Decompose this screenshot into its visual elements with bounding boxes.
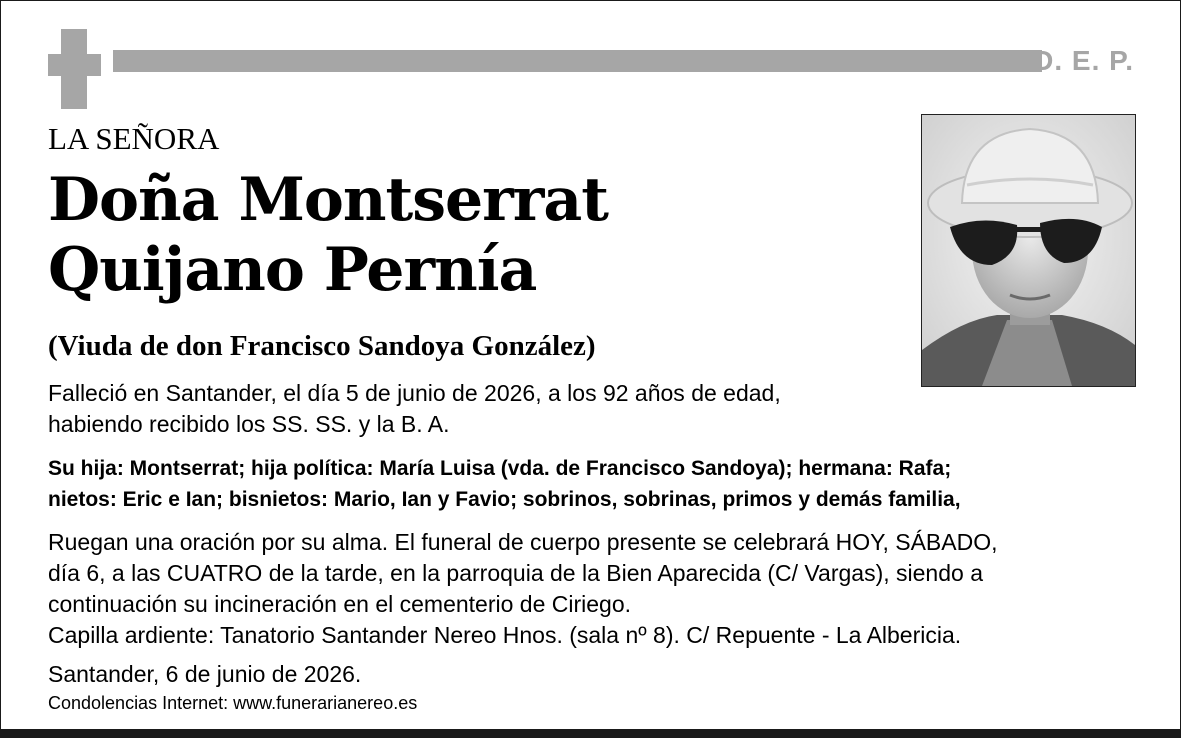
family-line-2: nietos: Eric e Ian; bisnietos: Mario, Ian y Favio; sobrinos, sobrinas, primos y demás familia,: [48, 488, 961, 511]
name-line-2: Quijano Pernía: [48, 235, 537, 305]
family-line-1: Su hija: Montserrat; hija política: María Luisa (vda. de Francisco Sandoya); hermana: Rafa;: [48, 457, 952, 480]
intro-title: LA SEÑORA: [48, 121, 220, 156]
service-line-2: día 6, a las CUATRO de la tarde, en la parroquia de la Bien Aparecida (C/ Vargas), siendo a: [48, 560, 983, 586]
service-paragraph: [48, 527, 1158, 651]
death-paragraph: [48, 378, 908, 440]
service-line-3: continuación su incineración en el cementerio de Ciriego.: [48, 591, 632, 617]
condolences-line: Condolencias Internet: www.funerarianereo.es: [48, 693, 418, 713]
cross-icon-bar: [48, 54, 101, 76]
portrait-image: [922, 115, 1135, 386]
widow-of: (Viuda de don Francisco Sandoya González): [48, 330, 596, 362]
header-rule: [113, 50, 1042, 72]
place-date: Santander, 6 de junio de 2026.: [48, 661, 362, 687]
death-line-1: Falleció en Santander, el día 5 de junio de 2026, a los 92 años de edad,: [48, 380, 781, 406]
family-paragraph: [48, 453, 1158, 515]
deceased-name: [48, 165, 608, 305]
chapel-line: Capilla ardiente: Tanatorio Santander Nereo Hnos. (sala nº 8). C/ Repuente - La Albericia.: [48, 622, 962, 648]
dep-label: D. E. P.: [1033, 45, 1134, 76]
portrait-photo: [921, 114, 1136, 387]
death-line-2: habiendo recibido los SS. SS. y la B. A.: [48, 411, 450, 437]
service-line-1: Ruegan una oración por su alma. El funeral de cuerpo presente se celebrará HOY, SÁBADO,: [48, 529, 998, 555]
name-line-1: Doña Montserrat: [48, 165, 608, 235]
